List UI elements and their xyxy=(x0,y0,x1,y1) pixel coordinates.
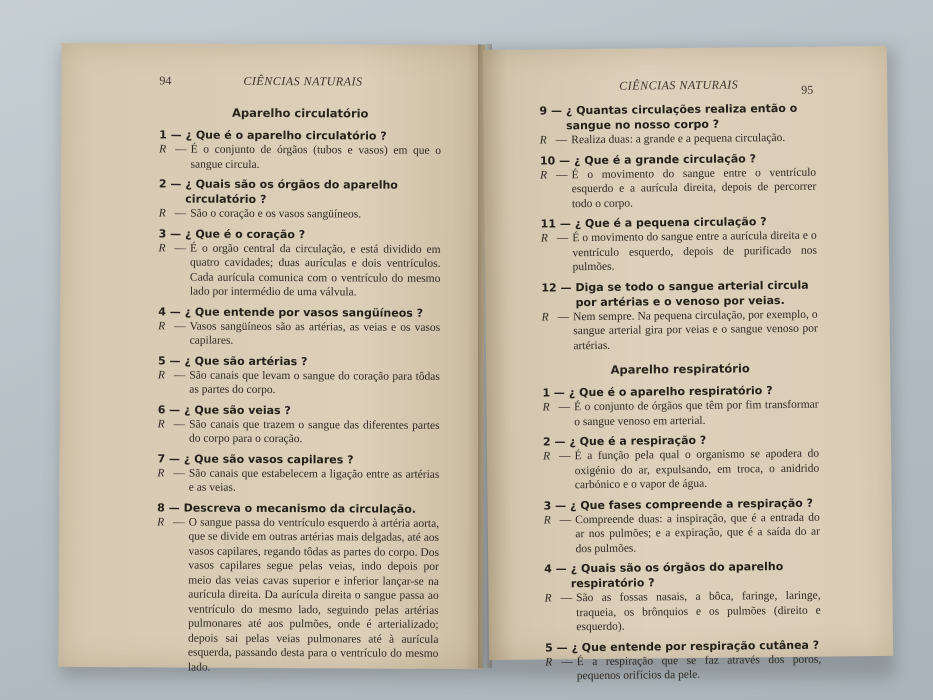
answer-marker: R xyxy=(540,232,548,245)
answer-dash: — xyxy=(173,515,185,529)
answer-marker: R xyxy=(157,368,165,381)
question-text: ¿ Que fases compreende a respiração ? xyxy=(570,496,814,512)
answer-dash: — xyxy=(173,417,186,431)
right-qa-list-top xyxy=(539,101,818,354)
answer-text: São canais que levam o sangue do coração para tôdas as partes do corpo. xyxy=(189,369,440,397)
answer xyxy=(544,589,820,635)
question-number: 7 — xyxy=(157,451,180,466)
question-number: 8 — xyxy=(157,500,180,515)
answer-dash: — xyxy=(559,513,572,526)
answer-dash: — xyxy=(175,143,187,156)
question-number: 2 — xyxy=(158,177,182,191)
question-text: ¿ Quantas circulações realiza então o sangue no nosso corpo ? xyxy=(565,101,798,133)
answer-marker: R xyxy=(541,310,549,324)
qa-item xyxy=(158,402,440,447)
answer-text: Nem sempre. Na pequena circulação, por exemplo, o sangue arterial gira por veias e o sangue venoso por artérias. xyxy=(573,308,818,352)
answer xyxy=(156,515,439,676)
qa-item xyxy=(545,637,821,684)
answer xyxy=(159,142,441,172)
answer-text: Vasos sangüíneos são as artérias, as veias e os vasos capilares. xyxy=(189,320,441,347)
answer xyxy=(157,466,439,496)
answer-text: Realiza duas: a grande e a pequena circulação. xyxy=(571,131,786,147)
question xyxy=(539,101,815,134)
section-title-respiratory: Aparelho respiratório xyxy=(610,361,750,377)
answer-marker: R xyxy=(542,401,550,414)
answer xyxy=(543,447,819,493)
question-number: 9 — xyxy=(539,104,563,118)
answer-marker: R xyxy=(157,417,165,430)
question xyxy=(159,226,441,242)
qa-item xyxy=(159,127,441,172)
answer-dash: — xyxy=(556,168,568,181)
answer xyxy=(159,206,441,222)
answer-marker: R xyxy=(545,655,553,669)
answer xyxy=(158,319,440,349)
answer-marker: R xyxy=(540,168,548,182)
answer-marker: R xyxy=(159,143,167,156)
question-number: 3 — xyxy=(543,498,567,513)
answer-dash: — xyxy=(561,655,573,668)
question-text: ¿ Que é o aparelho respiratório ? xyxy=(568,384,773,400)
answer-dash: — xyxy=(174,319,186,333)
question-number: 5 — xyxy=(545,640,568,655)
left-qa-list xyxy=(156,127,441,675)
qa-item xyxy=(543,432,820,493)
answer-dash: — xyxy=(173,368,186,382)
answer-dash: — xyxy=(174,241,187,255)
question-number: 5 — xyxy=(157,353,181,368)
answer xyxy=(544,510,820,556)
answer-dash: — xyxy=(556,232,569,245)
answer-text: É a respiração que se faz através dos poros, pequenos orifícios da pele. xyxy=(576,653,822,683)
answer-marker: R xyxy=(539,134,547,147)
qa-item xyxy=(158,353,440,398)
answer-marker: R xyxy=(158,207,166,220)
qa-item xyxy=(544,495,821,556)
right-running-head: CIÊNCIAS NATURAIS xyxy=(619,77,739,93)
section-title-circulatory: Aparelho circulatório xyxy=(232,105,369,121)
answer-marker: R xyxy=(543,450,551,463)
qa-item xyxy=(541,214,818,275)
answer-text: São canais que estabelecem a ligação entre as artérias e as veias. xyxy=(188,467,440,494)
answer-marker: R xyxy=(158,319,166,332)
left-page xyxy=(58,43,485,674)
question-text: ¿ Que é o coração ? xyxy=(185,227,306,241)
question-number: 12 — xyxy=(541,280,572,295)
answer-text: É o conjunto de órgãos que têm por fim transformar o sangue venoso em arterial. xyxy=(573,398,819,428)
answer-dash: — xyxy=(559,450,571,463)
right-qa-list-bottom xyxy=(542,383,821,684)
answer xyxy=(542,398,818,430)
question xyxy=(159,176,441,207)
question-text: ¿ Que são veias ? xyxy=(184,403,291,417)
qa-item xyxy=(156,500,439,676)
question-text: ¿ Quais são os órgãos do aparelho respiratório ? xyxy=(570,560,784,591)
answer-text: É o orgão central da circulação, e está dividido em quatro cavidades; duas aurículas e dois ventrículos. Cada aurícula comunica com o ventrículo do mesmo lado por intermédio de uma válvula. xyxy=(189,242,441,299)
question xyxy=(541,277,817,310)
right-column xyxy=(539,101,821,689)
question-text: ¿ Que são vasos capilares ? xyxy=(183,452,354,466)
answer xyxy=(158,417,440,447)
question-number: 10 — xyxy=(539,153,571,168)
answer-marker: R xyxy=(543,513,551,527)
question-text: ¿ Que é o aparelho circulatório ? xyxy=(185,128,387,143)
question-text: Diga se todo o sangue arterial circula por artérias e o venoso por veias. xyxy=(575,278,809,309)
answer-text: O sangue passa do ventrículo esquerdo à artéria aorta, que se divide em outras artérias mais delgadas, até aos vasos capilares, regando tôdas as partes do corpo. Dos vasos capilares segue pelas veias, indo depois por meio das veias cavas superior e inferior lançar-se na aurícula direita. Da aurícula direita o sangue passa ao ventrículo do mesmo lado, seguindo pelas artérias pulmonares até aos pulmões, onde é arterializado; depois sai pelas veias pulmonares até à aurícula esquerda, passando desta para o ventrículo do mesmo lado. xyxy=(187,516,440,674)
question xyxy=(544,559,820,592)
answer-text: É o movimento do sangue entre o ventrículo esquerdo e a aurícula direita, depois de percorrer todo o corpo. xyxy=(571,166,817,210)
qa-item xyxy=(159,176,441,222)
question xyxy=(159,127,441,143)
qa-item xyxy=(158,226,440,300)
qa-item xyxy=(544,559,821,635)
answer-dash: — xyxy=(173,466,185,480)
question-number: 1 — xyxy=(159,128,182,142)
answer-dash: — xyxy=(555,134,568,147)
question-text: ¿ Que entende por respiração cutânea ? xyxy=(571,638,820,654)
left-running-head: CIÊNCIAS NATURAIS xyxy=(243,73,363,89)
question-number: 2 — xyxy=(542,435,566,449)
left-page-number: 94 xyxy=(159,73,172,88)
question-text: ¿ Que é a respiração ? xyxy=(569,433,707,449)
right-page-number: 95 xyxy=(801,82,814,97)
answer xyxy=(541,229,817,275)
question-number: 3 — xyxy=(158,226,182,241)
qa-item xyxy=(542,383,818,430)
answer xyxy=(542,307,818,353)
question-text: ¿ Quais são os órgãos do aparelho circulatório ? xyxy=(185,177,398,206)
answer-marker: R xyxy=(158,241,166,254)
question xyxy=(158,304,440,320)
qa-item xyxy=(541,277,818,353)
answer xyxy=(158,241,440,300)
question xyxy=(157,451,439,467)
answer xyxy=(540,131,816,148)
question-number: 4 — xyxy=(544,562,567,576)
answer-text: É o conjunto de órgãos (tubos e vasos) em que o sangue circula. xyxy=(190,143,442,171)
answer-text: São canais que trazem o sangue das diferentes partes do corpo para o coração. xyxy=(189,418,440,446)
question-text: ¿ Que é a grande circulação ? xyxy=(574,151,757,167)
answer-text: É o movimento do sangue entre a aurícula direita e o ventrículo esquerdo, depois de purificado nos pulmões. xyxy=(572,229,817,274)
question-text: Descreva o mecanismo da circulação. xyxy=(183,501,417,516)
answer xyxy=(545,652,821,684)
question-text: ¿ Que entende por vasos sangüíneos ? xyxy=(184,305,424,320)
answer-marker: R xyxy=(157,515,165,528)
qa-item xyxy=(540,150,817,211)
question xyxy=(158,402,440,418)
answer-dash: — xyxy=(174,207,187,220)
question-number: 6 — xyxy=(157,402,181,417)
answer-text: São o coração e os vasos sangüíneos. xyxy=(190,207,362,221)
question-text: ¿ Que é a pequena circulação ? xyxy=(574,215,767,231)
question-number: 1 — xyxy=(542,386,565,400)
answer-marker: R xyxy=(544,592,552,605)
question-number: 11 — xyxy=(540,217,571,231)
qa-item xyxy=(158,304,440,349)
question-text: ¿ Que são artérias ? xyxy=(184,354,308,368)
answer-text: É a função pela qual o organismo se apodera do oxigénio do ar, expulsando, em troca, o anidrido carbónico e o vapor de água. xyxy=(574,447,820,492)
answer-marker: R xyxy=(157,466,165,479)
answer-dash: — xyxy=(558,401,571,414)
left-column xyxy=(156,105,441,680)
answer-text: Compreende duas: a inspiração, que é a entrada do ar nos pulmões; e a expiração, que é a saída do ar dos pulmões. xyxy=(575,511,820,555)
answer-text: São as fossas nasais, a bôca, faringe, laringe, traqueia, os brônquios e os pulmões (direito e esquerdo). xyxy=(575,589,821,634)
answer xyxy=(158,368,440,398)
answer xyxy=(540,165,816,211)
question xyxy=(158,353,440,369)
question xyxy=(157,500,439,516)
answer-dash: — xyxy=(557,310,570,323)
qa-item xyxy=(539,101,815,148)
answer-dash: — xyxy=(560,592,573,605)
question-number: 4 — xyxy=(158,304,181,319)
right-page xyxy=(483,46,893,683)
qa-item xyxy=(157,451,439,496)
